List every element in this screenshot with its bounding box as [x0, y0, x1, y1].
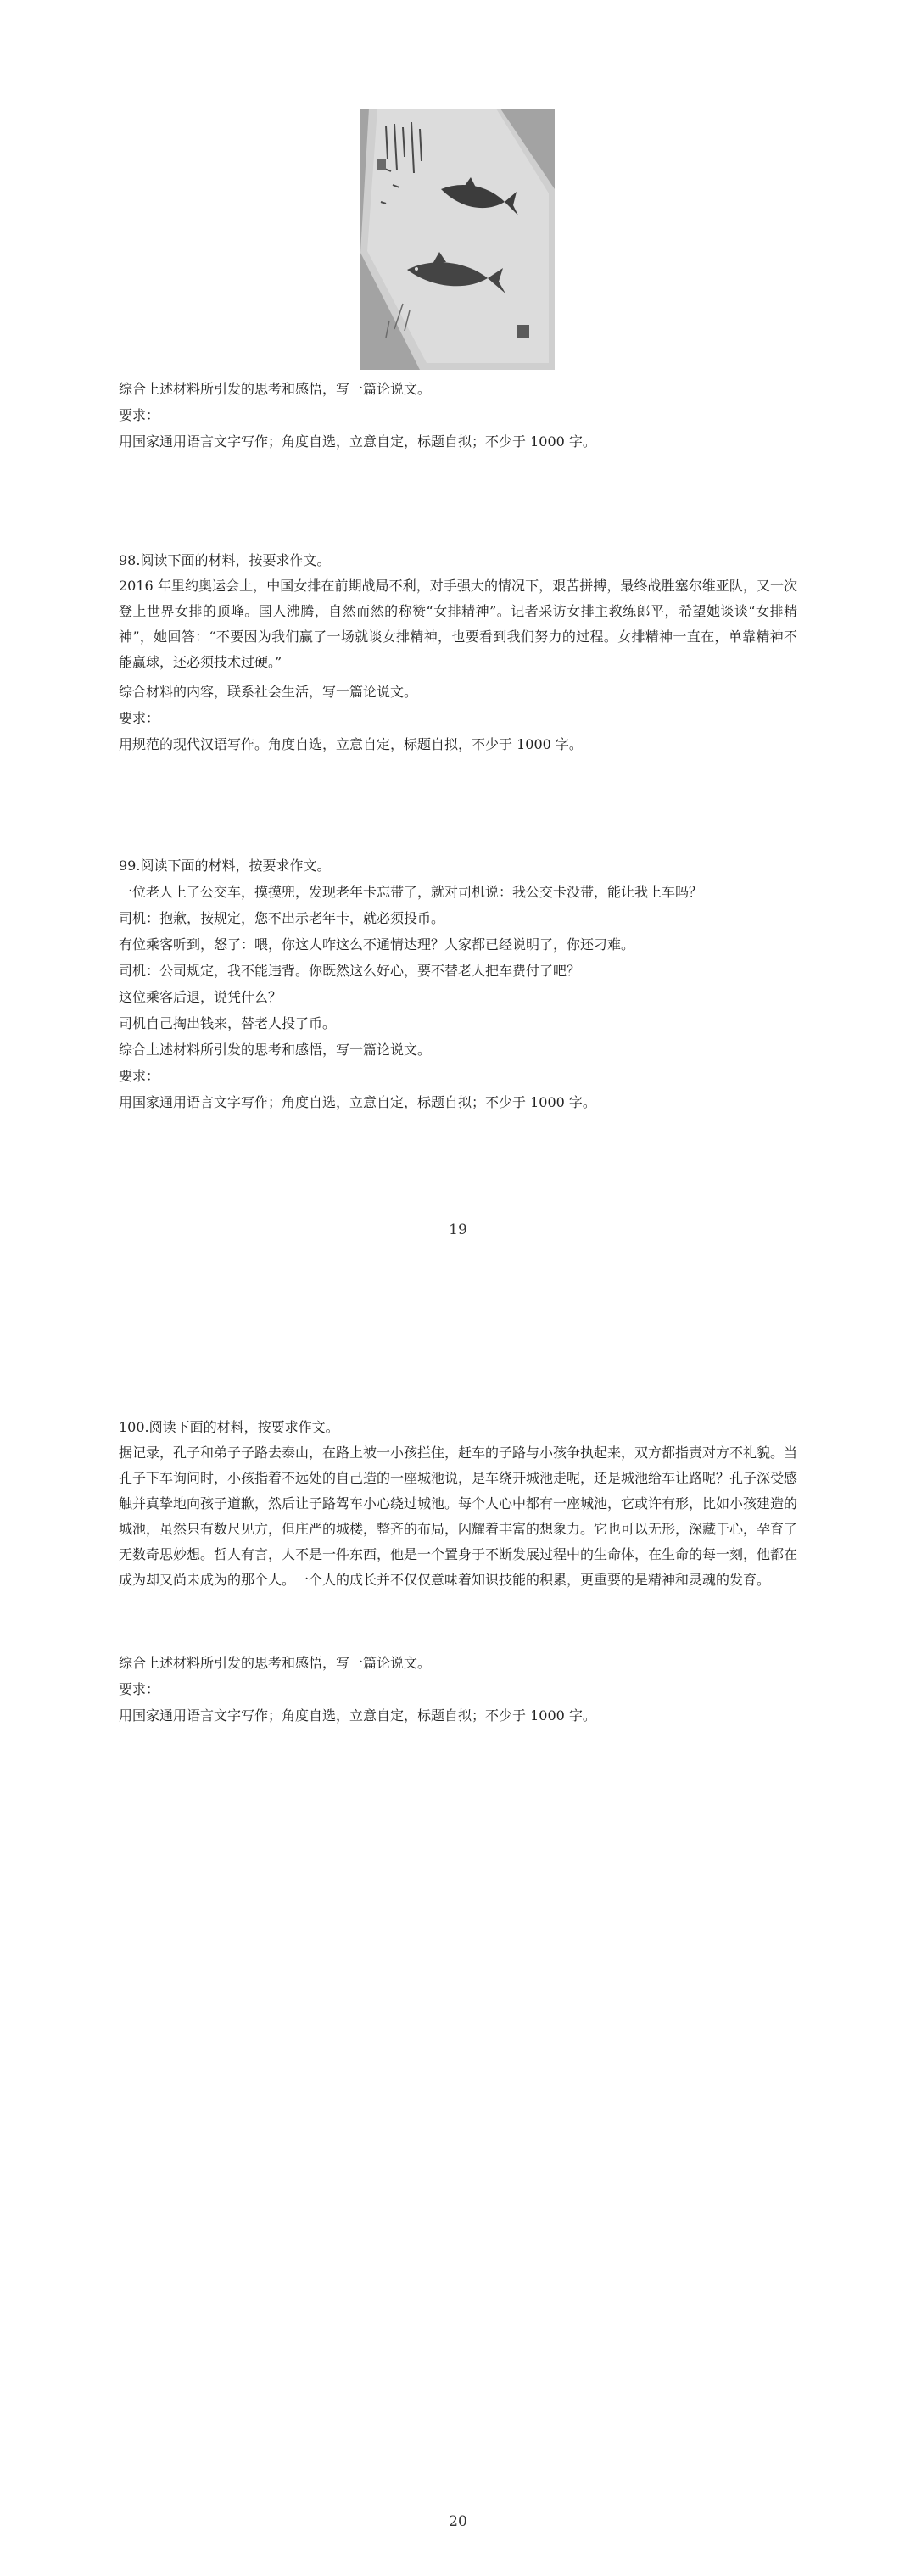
q100-requirements-label: 要求： [119, 1681, 160, 1697]
q100-prompt: 综合上述材料所引发的思考和感悟，写一篇论说文。 [119, 1655, 432, 1671]
q99-line: 司机自己掏出钱来，替老人投了币。 [119, 1015, 337, 1031]
q97-requirements: 用国家通用语言文字写作；角度自选，立意自定，标题自拟；不少于 1000 字。 [119, 433, 596, 450]
fish-painting-graphic [360, 109, 555, 370]
q97-requirements-label: 要求： [119, 407, 160, 423]
q98-requirements: 用规范的现代汉语写作。角度自选，立意自定，标题自拟，不少于 1000 字。 [119, 736, 583, 752]
q100-requirements: 用国家通用语言文字写作；角度自选，立意自定，标题自拟；不少于 1000 字。 [119, 1707, 596, 1724]
q100-material: 据记录，孔子和弟子子路去泰山，在路上被一小孩拦住，赶车的子路与小孩争执起来，双方都指责对方不礼貌。当孔子下车询问时，小孩指着不远处的自己造的一座城池说，是车绕开城池走呢，还是城池给车让路呢？孔子深受感触并真挚地向孩子道歉，然后让子路驾车小心绕过城池。每个人心中都有一座城池，它或许有形，比如小孩建造的城池，虽然只有数尺见方，但庄严的城楼，整齐的布局，闪耀着丰富的想象力。它也可以无形，深藏于心，孕育了无数奇思妙想。哲人有言，人不是一件东西，他是一个置身于不断发展过程中的生命体，在生命的每一刻，他都在成为却又尚未成为的那个人。一个人的成长并不仅仅意味着知识技能的积累，更重要的是精神和灵魂的发育。 [119, 1444, 798, 1588]
q98-prompt: 综合材料的内容，联系社会生活，写一篇论说文。 [119, 684, 418, 700]
q99-line: 司机：公司规定，我不能违背。你既然这么好心，要不替老人把车费付了吧？ [119, 963, 581, 979]
fish-painting-image [360, 109, 555, 370]
q99-line: 有位乘客听到，怒了：喂，你这人咋这么不通情达理？人家都已经说明了，你还刁难。 [119, 936, 635, 953]
q99-heading: 99.阅读下面的材料，按要求作文。 [119, 858, 331, 874]
q99-requirements-label: 要求： [119, 1068, 160, 1084]
page-number-19: 19 [449, 1221, 467, 1238]
q98-heading: 98.阅读下面的材料，按要求作文。 [119, 552, 331, 568]
q100-heading: 100.阅读下面的材料，按要求作文。 [119, 1419, 339, 1435]
q99-line: 一位老人上了公交车，摸摸兜，发现老年卡忘带了，就对司机说：我公交卡没带，能让我上车吗？ [119, 884, 703, 900]
q99-requirements: 用国家通用语言文字写作；角度自选，立意自定，标题自拟；不少于 1000 字。 [119, 1094, 596, 1110]
page-number-20: 20 [449, 2513, 467, 2530]
q99-line: 司机：抱歉，按规定，您不出示老年卡，就必须投币。 [119, 910, 445, 926]
q97-prompt: 综合上述材料所引发的思考和感悟，写一篇论说文。 [119, 381, 432, 397]
q98-material: 2016 年里约奥运会上，中国女排在前期战局不利，对手强大的情况下，艰苦拼搏，最终战胜塞尔维亚队，又一次登上世界女排的顶峰。国人沸腾，自然而然的称赞“女排精神”。记者采访女排主教练郎平，希望她谈谈“女排精神”，她回答：“不要因为我们赢了一场就谈女排精神，也要看到我们努力的过程。女排精神一直在，单靠精神不能赢球，还必须技术过硬。” [119, 578, 797, 670]
q98-requirements-label: 要求： [119, 710, 160, 726]
q99-line: 这位乘客后退，说凭什么？ [119, 989, 282, 1005]
q99-prompt: 综合上述材料所引发的思考和感悟，写一篇论说文。 [119, 1042, 432, 1058]
